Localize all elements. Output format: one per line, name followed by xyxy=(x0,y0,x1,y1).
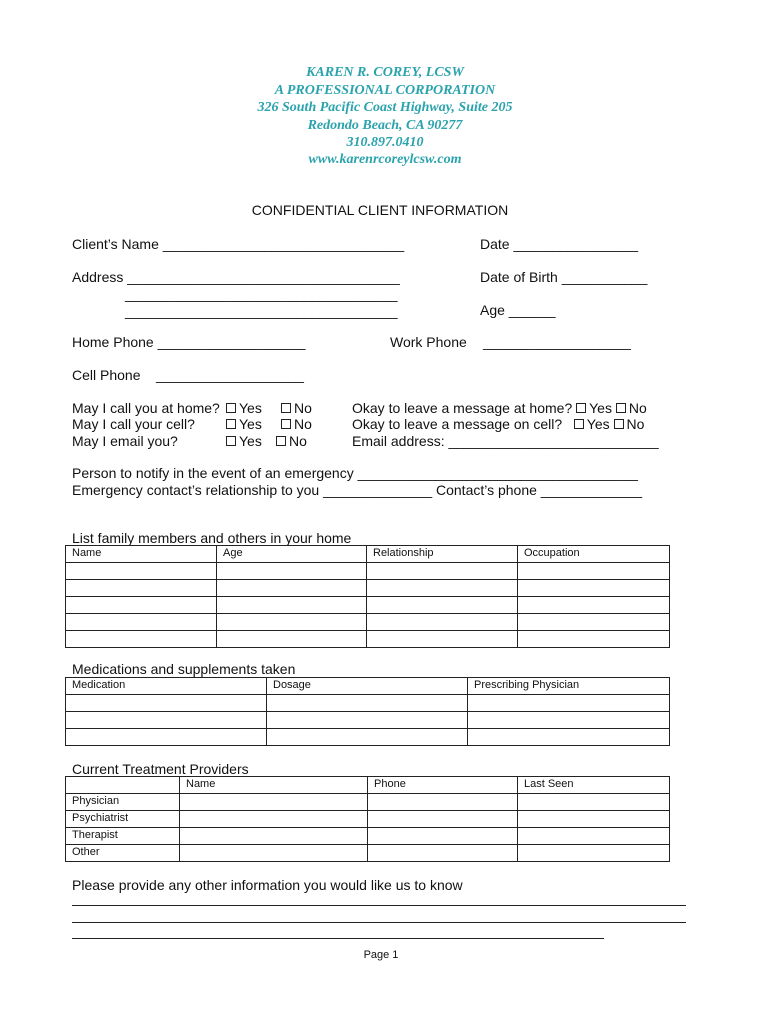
column-header: Last Seen xyxy=(518,777,670,794)
table-cell[interactable] xyxy=(66,631,217,648)
checkbox-icon[interactable] xyxy=(576,403,586,413)
address-field[interactable]: Address ___________________________________ xyxy=(72,269,400,285)
checkbox-icon[interactable] xyxy=(281,403,291,413)
table-cell[interactable] xyxy=(180,828,368,845)
table-row xyxy=(66,580,670,597)
call-cell-question: May I call your cell? xyxy=(72,416,195,432)
table-row xyxy=(66,631,670,648)
practice-phone: 310.897.0410 xyxy=(346,135,424,150)
checkbox-icon[interactable] xyxy=(276,436,286,446)
date-field[interactable]: Date ________________ xyxy=(480,236,639,252)
table-cell[interactable] xyxy=(518,597,670,614)
table-cell[interactable] xyxy=(217,614,367,631)
table-cell[interactable] xyxy=(66,580,217,597)
column-header: Phone xyxy=(368,777,518,794)
table-header-row xyxy=(66,777,670,794)
home-phone-field[interactable]: Home Phone ___________________ xyxy=(72,334,306,350)
emergency-relationship-field[interactable]: Emergency contact’s relationship to you ______________ Contact’s phone _____________ xyxy=(72,482,643,498)
table-cell[interactable] xyxy=(66,729,267,746)
column-header: Age xyxy=(217,546,367,563)
table-cell[interactable] xyxy=(468,695,670,712)
email-address-field[interactable]: Email address: ___________________________ xyxy=(352,433,659,449)
other-info-line[interactable] xyxy=(72,905,686,906)
address-line-2[interactable]: ___________________________________ xyxy=(125,286,398,302)
practice-website[interactable]: www.karenrcoreylcsw.com xyxy=(308,152,462,167)
msg-cell-question: Okay to leave a message on cell? Yes No xyxy=(352,416,645,432)
table-cell[interactable] xyxy=(518,794,670,811)
table-cell[interactable] xyxy=(66,695,267,712)
column-header: Occupation xyxy=(518,546,670,563)
checkbox-icon[interactable] xyxy=(616,403,626,413)
work-phone-field[interactable]: ___________________ xyxy=(483,334,631,350)
table-cell[interactable] xyxy=(368,845,518,862)
table-cell[interactable] xyxy=(368,828,518,845)
table-cell[interactable] xyxy=(468,729,670,746)
age-field[interactable]: Age ______ xyxy=(480,302,556,318)
table-cell[interactable] xyxy=(66,597,217,614)
column-header: Medication xyxy=(66,678,267,695)
other-info-line[interactable] xyxy=(72,922,686,923)
table-cell[interactable] xyxy=(180,811,368,828)
family-heading: List family members and others in your home xyxy=(72,530,352,546)
table-cell[interactable] xyxy=(217,580,367,597)
table-cell[interactable] xyxy=(367,580,518,597)
checkbox-icon[interactable] xyxy=(226,419,236,429)
table-cell[interactable] xyxy=(368,811,518,828)
table-cell[interactable] xyxy=(367,631,518,648)
medications-table xyxy=(65,677,670,746)
table-row xyxy=(66,597,670,614)
table-row xyxy=(66,695,670,712)
address-line-3[interactable]: ___________________________________ xyxy=(125,303,398,319)
column-header xyxy=(66,777,180,794)
table-cell[interactable] xyxy=(267,729,468,746)
email-no[interactable]: No xyxy=(276,433,307,449)
table-cell[interactable] xyxy=(66,712,267,729)
row-label: Psychiatrist xyxy=(66,811,180,828)
cell-phone-field[interactable]: ___________________ xyxy=(156,367,304,383)
table-header-row xyxy=(66,678,670,695)
emergency-notify-field[interactable]: Person to notify in the event of an emergency ____________________________________ xyxy=(72,465,638,481)
table-row xyxy=(66,811,670,828)
table-cell[interactable] xyxy=(518,563,670,580)
table-cell[interactable] xyxy=(66,614,217,631)
call-cell-yes[interactable]: Yes xyxy=(226,416,262,432)
table-cell[interactable] xyxy=(518,828,670,845)
table-cell[interactable] xyxy=(217,631,367,648)
table-cell[interactable] xyxy=(367,597,518,614)
dob-field[interactable]: Date of Birth ___________ xyxy=(480,269,648,285)
table-row xyxy=(66,712,670,729)
call-cell-no[interactable]: No xyxy=(281,416,312,432)
table-cell[interactable] xyxy=(367,563,518,580)
table-cell[interactable] xyxy=(468,712,670,729)
other-info-prompt: Please provide any other information you would like us to know xyxy=(72,877,463,893)
table-row xyxy=(66,828,670,845)
table-cell[interactable] xyxy=(217,563,367,580)
email-question: May I email you? xyxy=(72,433,178,449)
column-header: Dosage xyxy=(267,678,468,695)
table-cell[interactable] xyxy=(518,811,670,828)
table-cell[interactable] xyxy=(518,614,670,631)
practice-city: Redondo Beach, CA 90277 xyxy=(307,118,463,133)
call-home-question: May I call you at home? xyxy=(72,400,220,416)
column-header: Name xyxy=(180,777,368,794)
form-title: CONFIDENTIAL CLIENT INFORMATION xyxy=(251,202,509,218)
cell-phone-label: Cell Phone xyxy=(72,367,141,383)
page-number: Page 1 xyxy=(363,949,399,961)
providers-heading: Current Treatment Providers xyxy=(72,761,249,777)
checkbox-icon[interactable] xyxy=(281,419,291,429)
table-cell[interactable] xyxy=(217,597,367,614)
providers-table xyxy=(65,776,670,862)
column-header: Prescribing Physician xyxy=(468,678,670,695)
checkbox-icon[interactable] xyxy=(226,403,236,413)
row-label: Physician xyxy=(66,794,180,811)
practice-name: KAREN R. COREY, LCSW xyxy=(306,65,464,80)
family-table xyxy=(65,545,670,648)
table-cell[interactable] xyxy=(518,631,670,648)
client-name-field[interactable]: Client’s Name _______________________________ xyxy=(72,236,405,252)
other-info-line[interactable] xyxy=(72,938,604,939)
table-cell[interactable] xyxy=(518,580,670,597)
row-label: Therapist xyxy=(66,828,180,845)
table-cell[interactable] xyxy=(368,794,518,811)
call-home-yes[interactable]: Yes xyxy=(226,400,262,416)
email-yes[interactable]: Yes xyxy=(226,433,262,449)
table-cell[interactable] xyxy=(66,563,217,580)
column-header: Relationship xyxy=(367,546,518,563)
table-row xyxy=(66,845,670,862)
msg-home-question: Okay to leave a message at home? Yes No xyxy=(352,400,647,416)
table-cell[interactable] xyxy=(180,845,368,862)
column-header: Name xyxy=(66,546,217,563)
table-cell[interactable] xyxy=(180,794,368,811)
checkbox-icon[interactable] xyxy=(614,419,624,429)
practice-street: 326 South Pacific Coast Highway, Suite 205 xyxy=(257,100,513,115)
checkbox-icon[interactable] xyxy=(226,436,236,446)
table-row xyxy=(66,614,670,631)
table-cell[interactable] xyxy=(367,614,518,631)
table-cell[interactable] xyxy=(267,712,468,729)
table-row xyxy=(66,794,670,811)
table-row xyxy=(66,563,670,580)
table-cell[interactable] xyxy=(518,845,670,862)
medications-heading: Medications and supplements taken xyxy=(72,661,296,677)
table-cell[interactable] xyxy=(267,695,468,712)
practice-corporation: A PROFESSIONAL CORPORATION xyxy=(274,83,496,98)
table-header-row xyxy=(66,546,670,563)
checkbox-icon[interactable] xyxy=(574,419,584,429)
call-home-no[interactable]: No xyxy=(281,400,312,416)
row-label: Other xyxy=(66,845,180,862)
table-row xyxy=(66,729,670,746)
work-phone-label: Work Phone xyxy=(390,334,467,350)
